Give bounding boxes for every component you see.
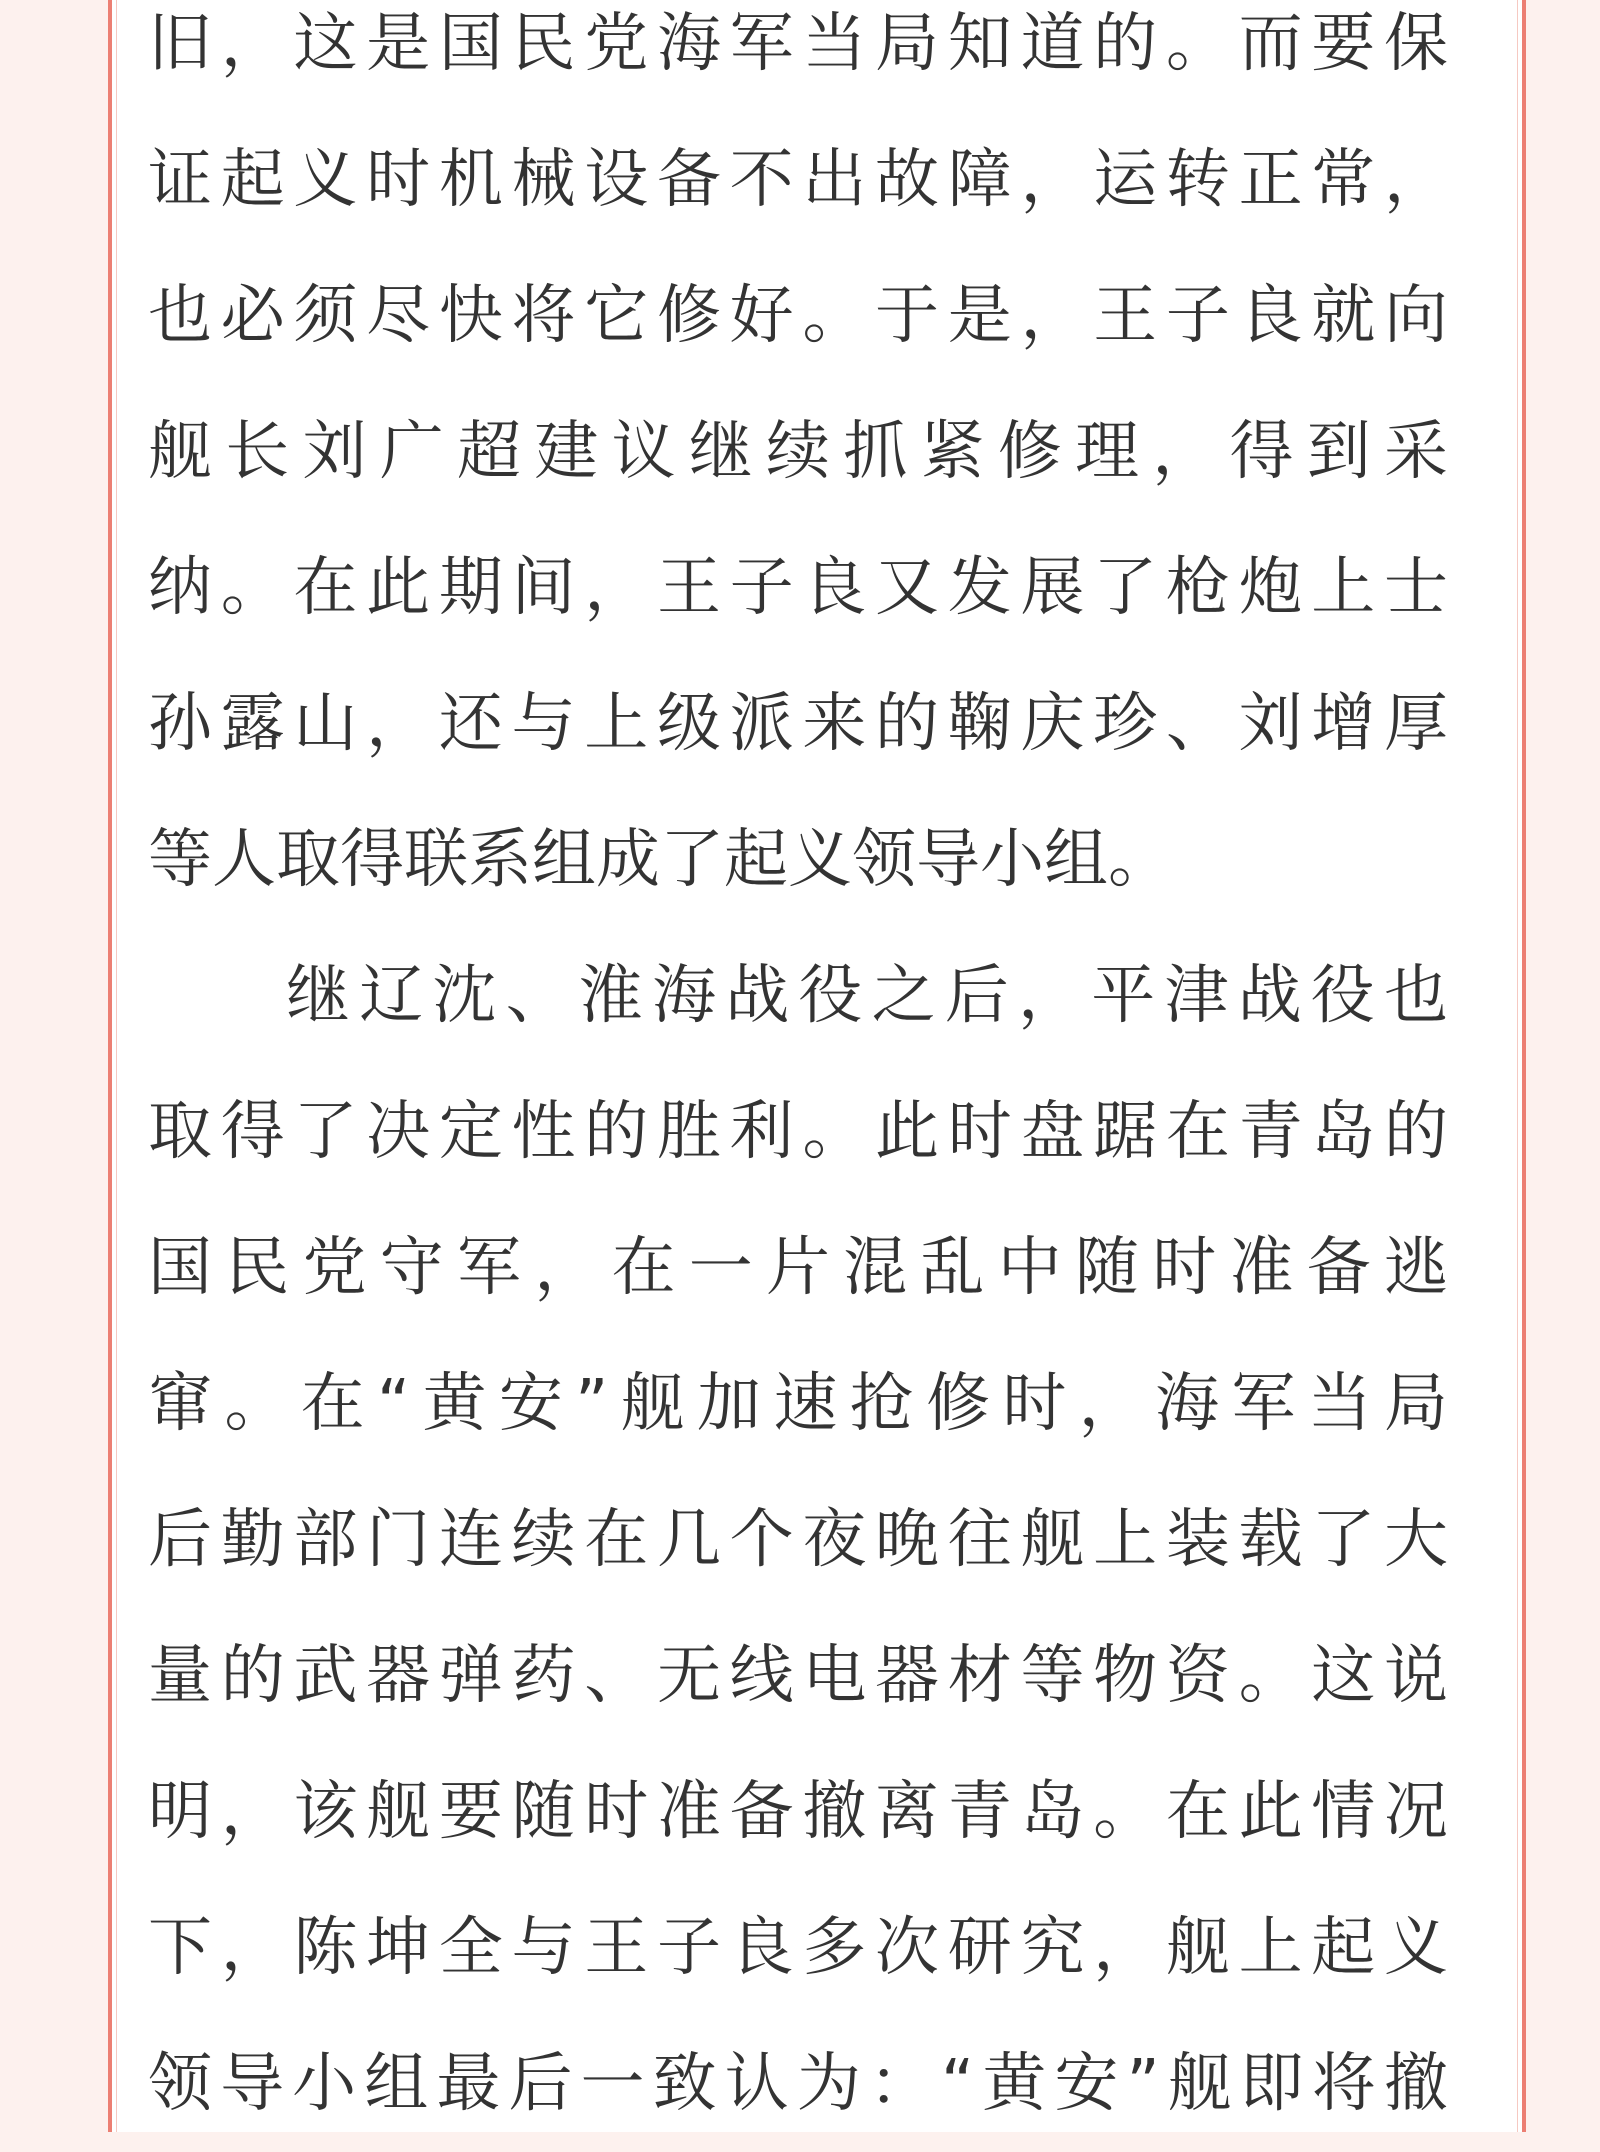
text-line: 等人取得联系组成了起义领导小组。: [148, 823, 1172, 897]
text-line: 证起义时机械设备不出故障，运转正常，: [148, 143, 1448, 217]
text-line: 量的武器弹药、无线电器材等物资。这说: [148, 1639, 1448, 1713]
text-line: 领导小组最后一致认为：“黄安”舰即将撤: [148, 2047, 1448, 2121]
text-line: 国民党守军，在一片混乱中随时准备逃: [148, 1231, 1448, 1305]
text-line: 后勤部门连续在几个夜晚往舰上装载了大: [148, 1503, 1448, 1577]
paragraph-start-line: 继辽沈、淮海战役之后，平津战役也: [286, 959, 1448, 1033]
text-line: 窜。在“黄安”舰加速抢修时，海军当局: [148, 1367, 1448, 1441]
text-line: 舰长刘广超建议继续抓紧修理，得到采: [148, 415, 1448, 489]
article-body: [148, 0, 1448, 2152]
text-line: 也必须尽快将它修好。于是，王子良就向: [148, 279, 1448, 353]
text-line: 纳。在此期间，王子良又发展了枪炮上士: [148, 551, 1448, 625]
text-line: 取得了决定性的胜利。此时盘踞在青岛的: [148, 1095, 1448, 1169]
text-line: 旧，这是国民党海军当局知道的。而要保: [148, 7, 1448, 81]
text-line: 下，陈坤全与王子良多次研究，舰上起义: [148, 1911, 1448, 1985]
text-line: 明，该舰要随时准备撤离青岛。在此情况: [148, 1775, 1448, 1849]
text-line: 孙露山，还与上级派来的鞠庆珍、刘增厚: [148, 687, 1448, 761]
